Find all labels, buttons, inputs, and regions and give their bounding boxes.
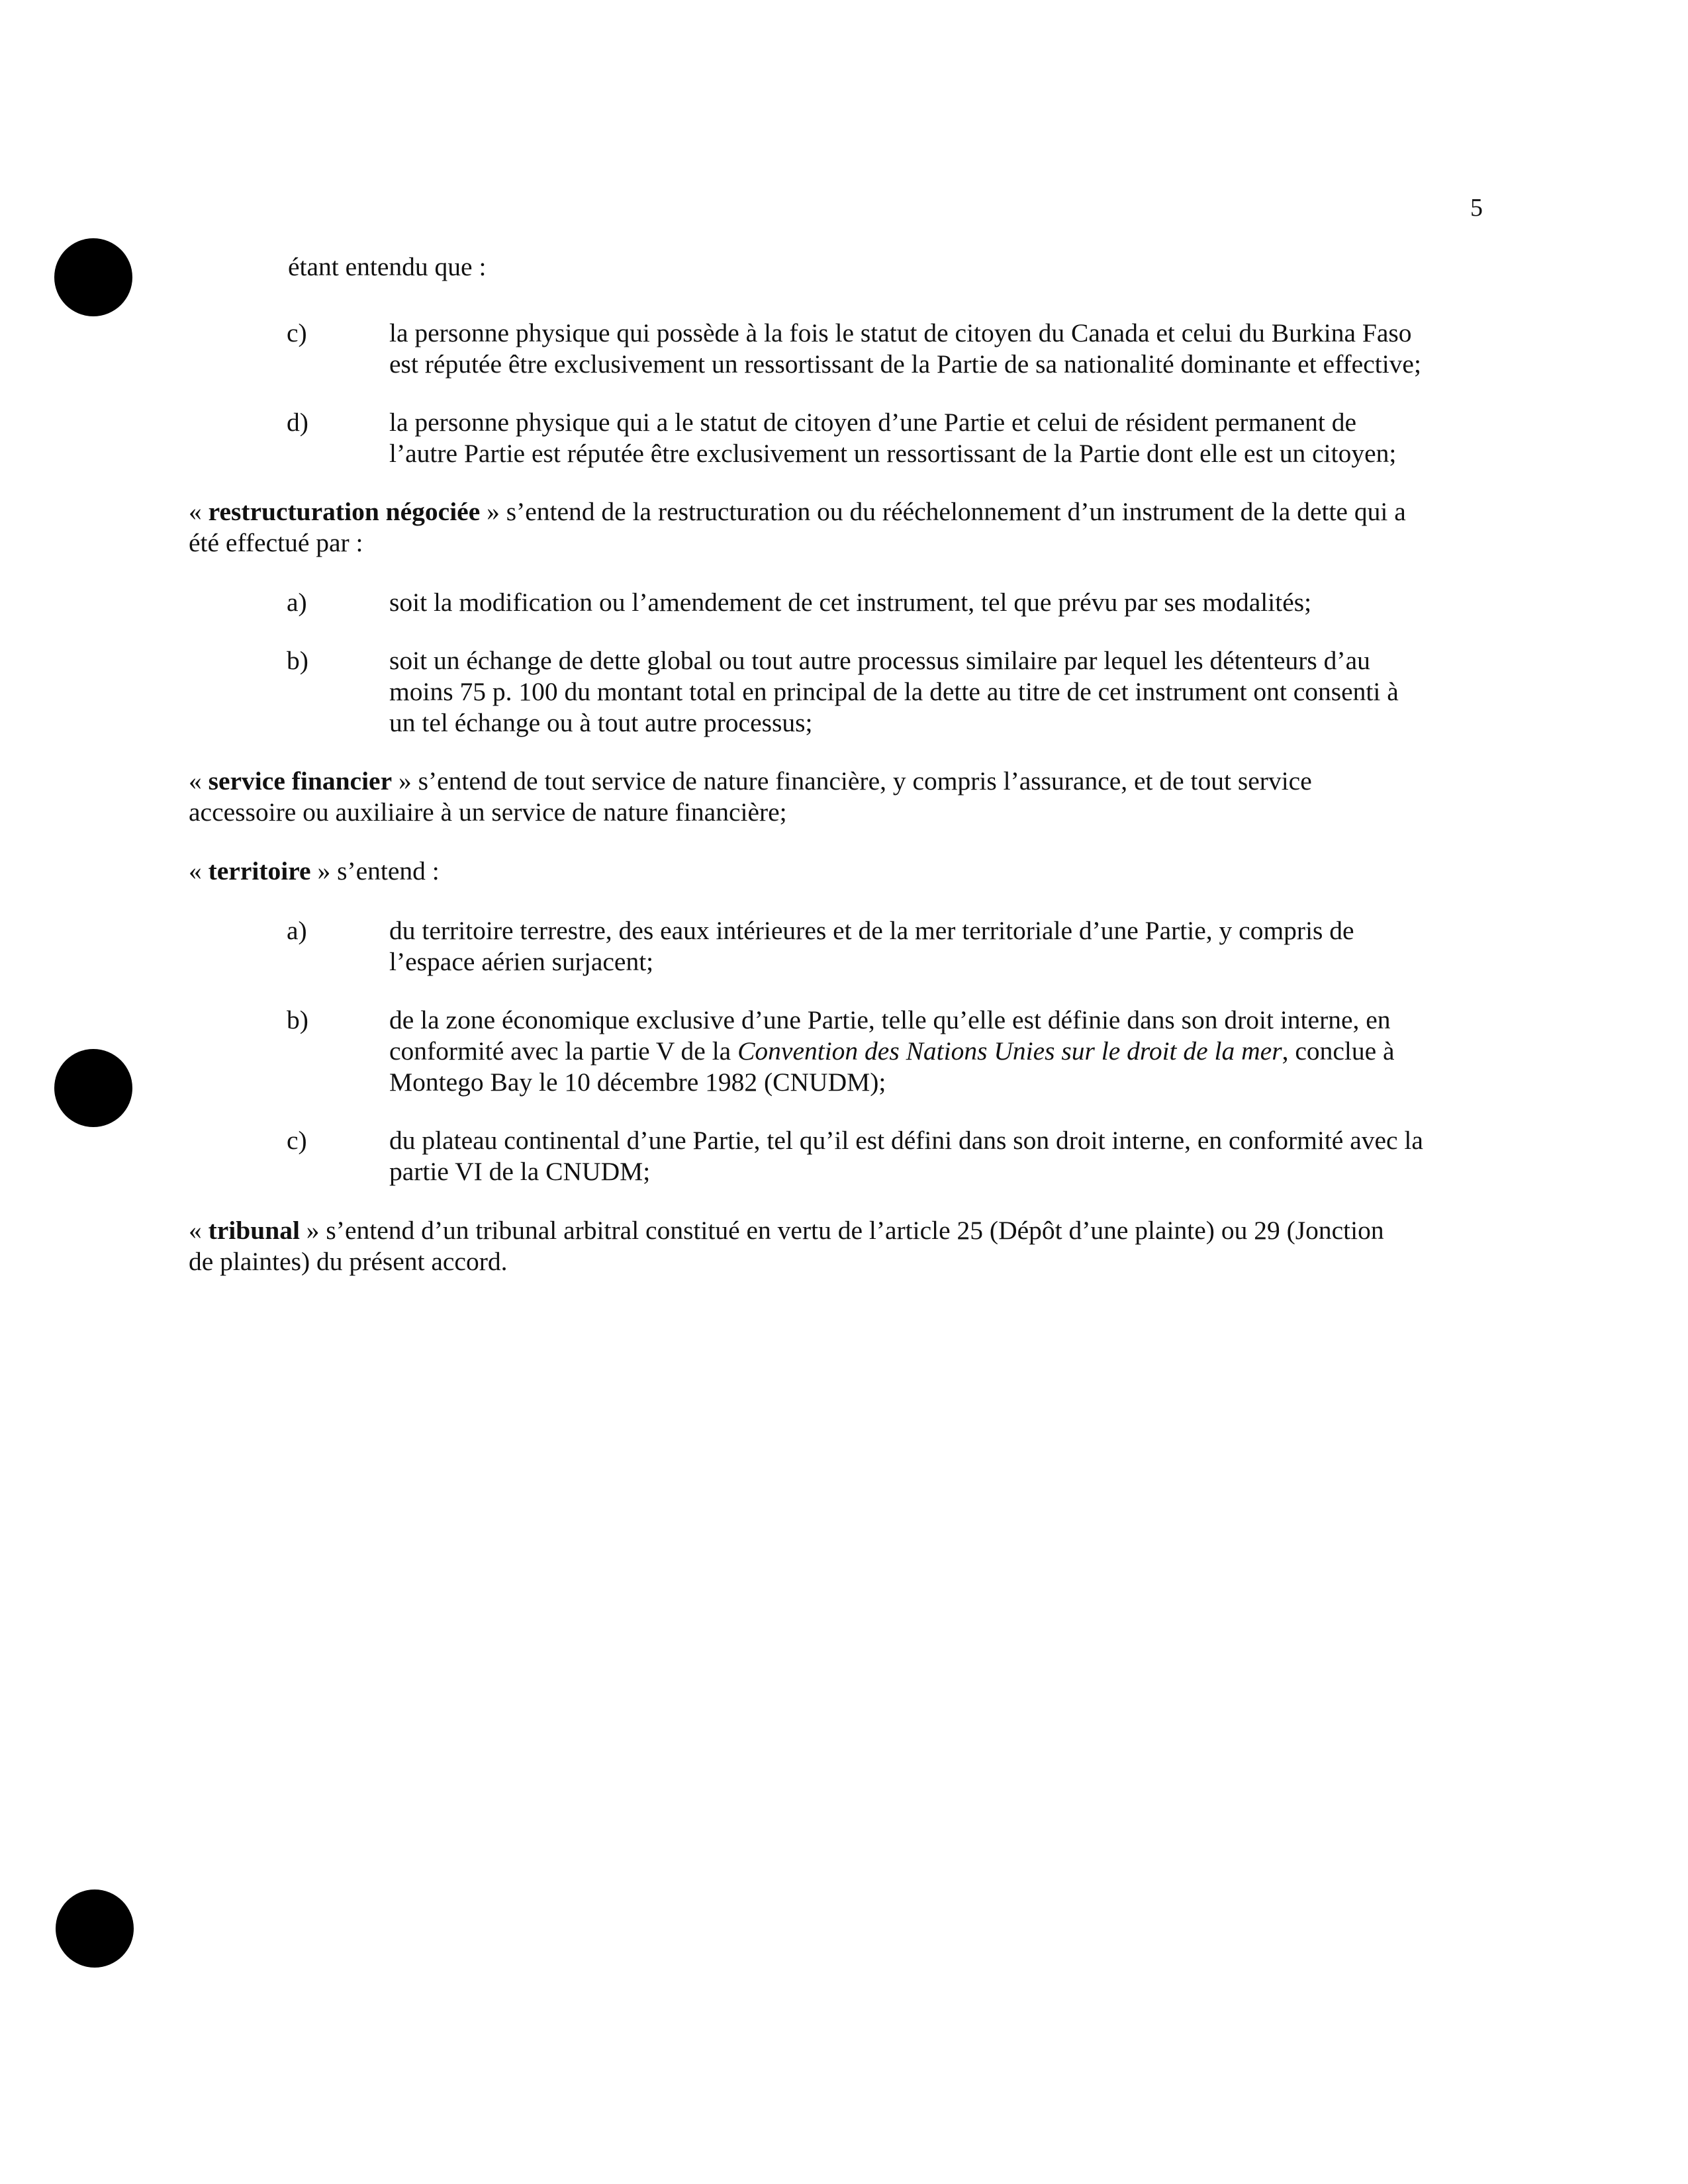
definition-restructuration: [189, 496, 1499, 559]
list-item-line: soit un échange de dette global ou tout autre processus similaire par lequel les détenteurs d’au: [389, 646, 1370, 675]
list-item: [389, 407, 1488, 469]
defined-term: territoire: [208, 856, 311, 886]
binder-hole-top: [54, 238, 132, 316]
quote-open: «: [189, 497, 209, 526]
list-item-line: Montego Bay le 10 décembre 1982 (CNUDM);: [389, 1068, 886, 1097]
defined-term: tribunal: [208, 1216, 300, 1245]
defined-term: service financier: [208, 766, 393, 796]
list-item-line: partie VI de la CNUDM;: [389, 1157, 651, 1186]
list-item-line: un tel échange ou à tout autre processus;: [389, 708, 813, 737]
list-item-line: de la zone économique exclusive d’une Partie, telle qu’elle est définie dans son droit interne, en: [389, 1005, 1391, 1034]
definition-territoire: [189, 856, 1499, 887]
definition-line: [189, 766, 1499, 797]
list-item-line: moins 75 p. 100 du montant total en principal de la dette au titre de cet instrument ont consenti à: [389, 677, 1399, 706]
list-item-line: l’espace aérien surjacent;: [389, 947, 654, 976]
definition-line: [189, 496, 1499, 527]
intro-line: étant entendu que :: [288, 252, 487, 281]
list-item-line: est réputée être exclusivement un ressortissant de la Partie de sa nationalité dominante et effective;: [389, 349, 1421, 379]
list-item-line: l’autre Partie est réputée être exclusivement un ressortissant de la Partie dont elle est un citoyen;: [389, 439, 1397, 468]
list-marker: a): [287, 916, 307, 945]
quote-open: «: [189, 766, 209, 796]
convention-title: Convention des Nations Unies sur le droit de la mer: [737, 1036, 1282, 1066]
list-item: [389, 587, 1488, 618]
list-marker: b): [287, 646, 308, 675]
definition-text: » s’entend d’un tribunal arbitral constitué en vertu de l’article 25 (Dépôt d’une plainte) ou 29 (Jonction: [299, 1216, 1384, 1245]
definition-line: de plaintes) du présent accord.: [189, 1247, 508, 1276]
definition-line: [189, 856, 1499, 887]
list-marker: a): [287, 588, 307, 617]
defined-term: restructuration négociée: [208, 497, 481, 526]
list-marker: b): [287, 1005, 308, 1034]
list-marker: d): [287, 408, 308, 437]
list-item-line: la personne physique qui a le statut de citoyen d’une Partie et celui de résident permanent de: [389, 408, 1356, 437]
list-item-line: du territoire terrestre, des eaux intérieures et de la mer territoriale d’une Partie, y compris de: [389, 916, 1354, 945]
list-item: [389, 1005, 1488, 1098]
page-number: 5: [1470, 194, 1483, 222]
definition-text: » s’entend de la restructuration ou du rééchelonnement d’un instrument de la dette qui a: [480, 497, 1406, 526]
definition-line: accessoire ou auxiliaire à un service de nature financière;: [189, 797, 787, 827]
list-item-text: , conclue à: [1282, 1036, 1395, 1066]
definition-line: été effectué par :: [189, 528, 363, 557]
definition-service-financier: [189, 766, 1499, 828]
list-item: [389, 1125, 1488, 1187]
list-item: [389, 645, 1488, 739]
definition-tribunal: [189, 1215, 1499, 1277]
list-item-text: conformité avec la partie V de la: [389, 1036, 738, 1066]
list-marker: c): [287, 1126, 307, 1155]
quote-open: «: [189, 856, 209, 886]
binder-hole-bottom: [56, 1889, 134, 1968]
list-item-line: du plateau continental d’une Partie, tel qu’il est défini dans son droit interne, en conformité avec la: [389, 1126, 1423, 1155]
definition-line: [189, 1215, 1499, 1246]
definition-text: » s’entend de tout service de nature financière, y compris l’assurance, et de tout service: [392, 766, 1312, 796]
list-item-line: la personne physique qui possède à la fois le statut de citoyen du Canada et celui du Burkina Faso: [389, 318, 1412, 347]
definition-text: » s’entend :: [310, 856, 440, 886]
list-item-line: soit la modification ou l’amendement de cet instrument, tel que prévu par ses modalités;: [389, 588, 1312, 617]
list-marker: c): [287, 318, 307, 347]
list-item: [389, 915, 1488, 978]
quote-open: «: [189, 1216, 209, 1245]
list-item: [389, 318, 1488, 380]
list-item-line: [389, 1036, 1488, 1067]
binder-hole-middle: [54, 1049, 132, 1127]
